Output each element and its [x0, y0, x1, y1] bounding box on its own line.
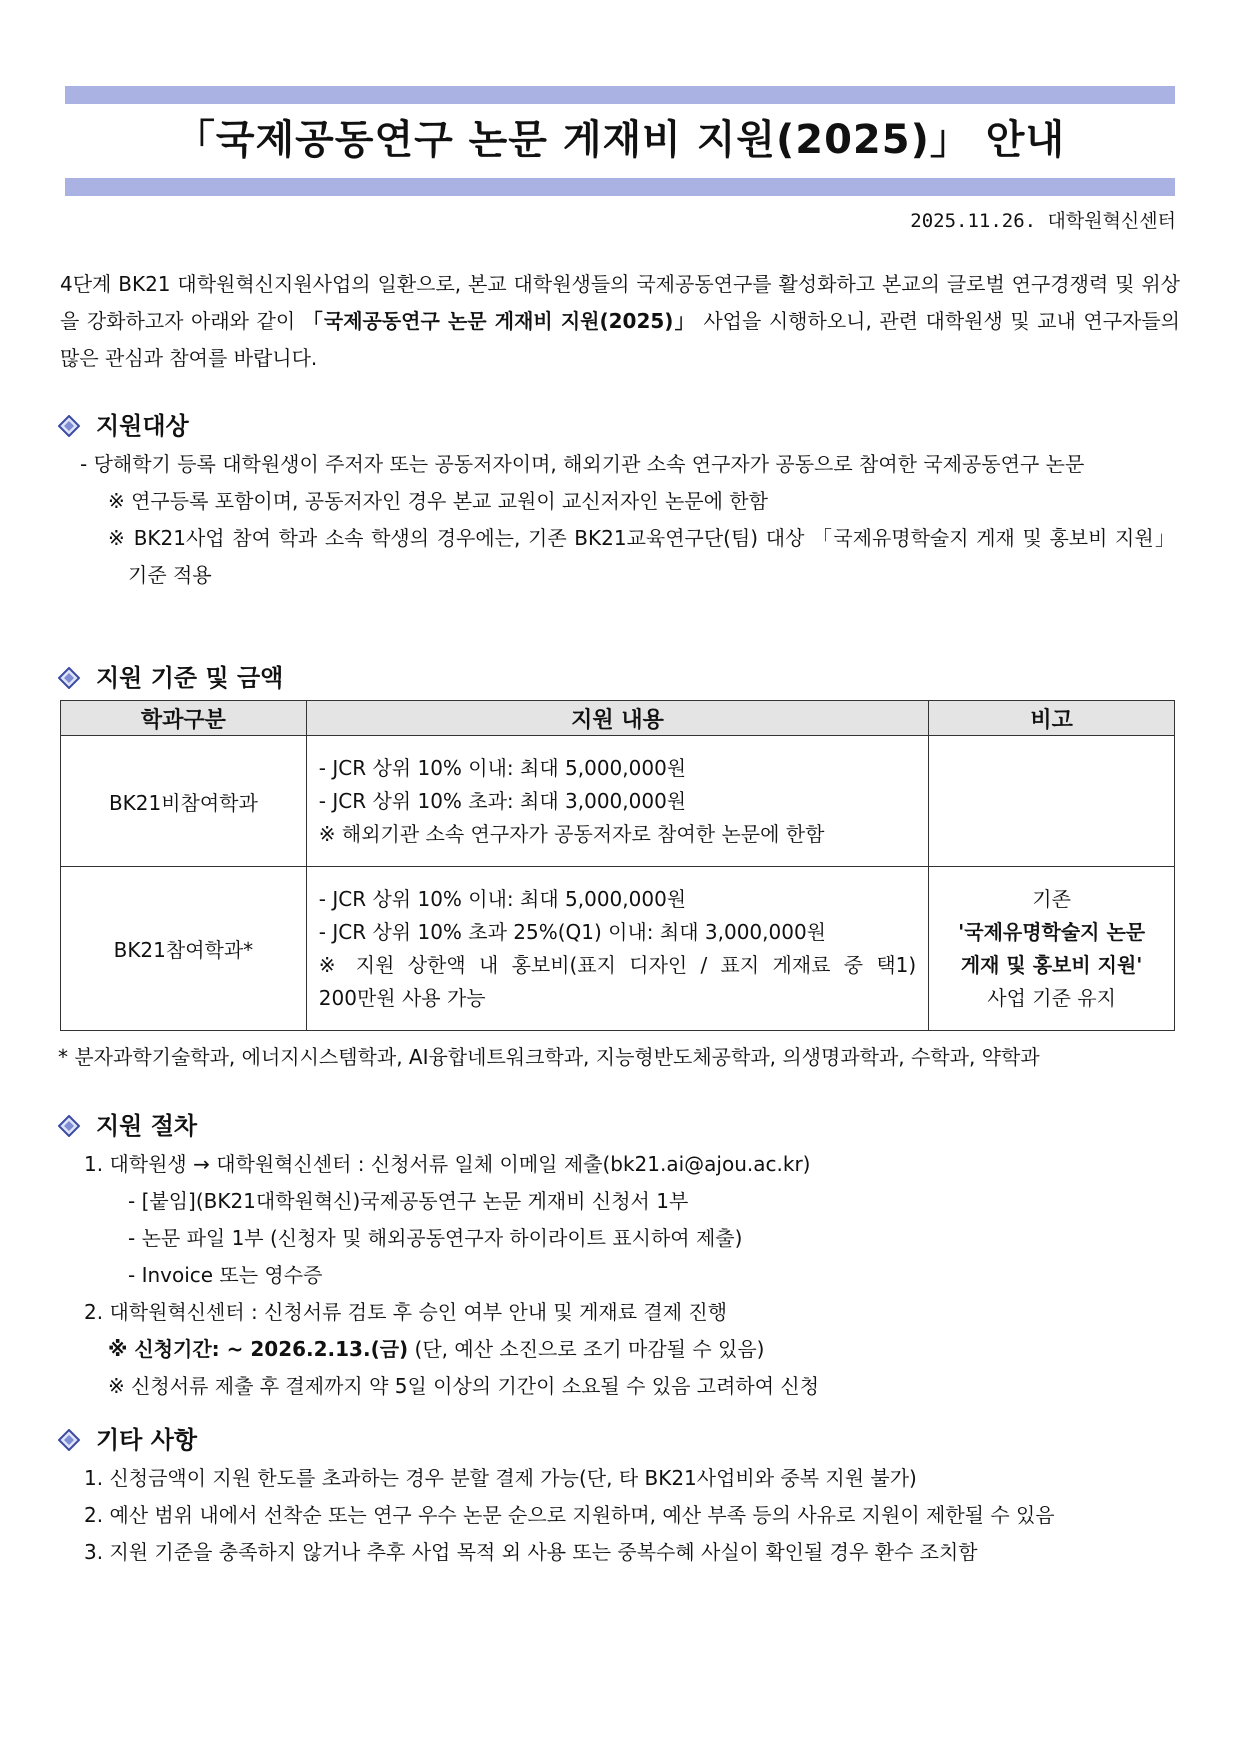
target-list — [80, 446, 1175, 594]
criteria-table — [60, 700, 1175, 1031]
section-heading-label: 지원 기준 및 금액 — [96, 664, 284, 692]
section-heading-label: 기타 사항 — [96, 1426, 198, 1454]
column-header-note: 비고 — [929, 701, 1175, 736]
procedure-deadline — [84, 1331, 1174, 1368]
deadline-label: ※ 신청기간: ~ 2026.2.13.(금) — [108, 1337, 409, 1361]
procedure-sub-item: - 논문 파일 1부 (신청자 및 해외공동연구자 하이라이트 표시하여 제출) — [128, 1226, 743, 1250]
diamond-bullet-icon — [58, 1115, 80, 1137]
column-header-content: 지원 내용 — [306, 701, 928, 736]
diamond-bullet-icon — [58, 1429, 80, 1451]
content-cell — [306, 736, 928, 867]
content-line: - JCR 상위 10% 초과 25%(Q1) 이내: 최대 3,000,000원 — [318, 919, 827, 944]
procedure-sub-item: - [붙임](BK21대학원혁신)국제공동연구 논문 게재비 신청서 1부 — [128, 1189, 689, 1213]
etc-list — [84, 1460, 1176, 1571]
dept-cell: BK21참여학과* — [61, 867, 307, 1031]
deadline-remark: (단, 예산 소진으로 조기 마감될 수 있음) — [408, 1337, 765, 1361]
diamond-bullet-icon — [58, 667, 80, 689]
etc-item-2: 2. 예산 범위 내에서 선착순 또는 연구 우수 논문 순으로 지원하며, 예산 부족 등의 사유로 지원이 제한될 수 있음 — [84, 1503, 1055, 1527]
procedure-sub-item: - Invoice 또는 영수증 — [128, 1263, 323, 1287]
target-note-1: ※ 연구등록 포함이며, 공동저자인 경우 본교 교원이 교신저자인 논문에 한함 — [108, 489, 768, 513]
title-band-top — [65, 86, 1175, 104]
diamond-bullet-icon — [58, 415, 80, 437]
target-note-2: ※ BK21사업 참여 학과 소속 학생의 경우에는, 기존 BK21교육연구단(팀) 대상 「국제유명학술지 게재 및 홍보비 지원」 기준 적용 — [108, 526, 1175, 587]
content-line: 200만원 사용 가능 — [318, 985, 486, 1010]
content-line: ※ 지원 상한액 내 홍보비(표지 디자인 / 표지 게재료 중 택1) — [318, 952, 917, 977]
section-heading-label: 지원대상 — [96, 412, 189, 440]
procedure-step-2: 2. 대학원혁신센터 : 신청서류 검토 후 승인 여부 안내 및 게재료 결제 진행 — [84, 1300, 728, 1324]
dept-cell: BK21비참여학과 — [61, 736, 307, 867]
note-cell — [929, 867, 1175, 1031]
note-line: '국제유명학술지 논문 — [958, 919, 1146, 944]
document-date: 2025.11.26. 대학원혁신센터 — [910, 210, 1176, 232]
document-title: 「국제공동연구 논문 게재비 지원(2025)」 안내 — [174, 117, 1066, 163]
content-cell — [306, 867, 928, 1031]
procedure-note: ※ 신청서류 제출 후 결제까지 약 5일 이상의 기간이 소요될 수 있음 고려하여 신청 — [108, 1374, 820, 1398]
table-row — [61, 867, 1175, 1031]
content-line: - JCR 상위 10% 이내: 최대 5,000,000원 — [318, 755, 687, 780]
procedure-step-1: 1. 대학원생 → 대학원혁신센터 : 신청서류 일체 이메일 제출(bk21.ai@ajou.ac.kr) — [84, 1152, 811, 1176]
etc-item-3: 3. 지원 기준을 충족하지 않거나 추후 사업 목적 외 사용 또는 중복수혜 사실이 확인될 경우 환수 조치함 — [84, 1540, 978, 1564]
title-band-bottom — [65, 178, 1175, 196]
section-heading-target — [58, 410, 189, 442]
procedure-list — [84, 1146, 1174, 1405]
content-line: - JCR 상위 10% 이내: 최대 5,000,000원 — [318, 886, 687, 911]
note-line: 사업 기준 유지 — [987, 985, 1116, 1010]
content-line: - JCR 상위 10% 초과: 최대 3,000,000원 — [318, 788, 687, 813]
note-cell — [929, 736, 1175, 867]
note-line: 기존 — [1032, 886, 1071, 911]
etc-item-1: 1. 신청금액이 지원 한도를 초과하는 경우 분할 결제 가능(단, 타 BK21사업비와 중복 지원 불가) — [84, 1466, 917, 1490]
intro-paragraph — [60, 266, 1180, 377]
section-heading-criteria — [58, 662, 283, 694]
intro-program-name: 「국제공동연구 논문 게재비 지원(2025)」 — [302, 309, 696, 333]
content-line: ※ 해외기관 소속 연구자가 공동저자로 참여한 논문에 한함 — [318, 821, 825, 846]
table-header-row — [61, 701, 1175, 736]
intro-text-1: 4단계 BK21 대학원혁신지원사업의 일환으로, 본교 대학원생들의 국제공동연구를 활성화하고 본교의 글로벌 연구경쟁력 및 위상을 강화하고자 아래와 같이 — [60, 272, 1180, 333]
section-heading-etc — [58, 1424, 197, 1456]
section-heading-procedure — [58, 1110, 197, 1142]
table-footnote: * 분자과학기술학과, 에너지시스템학과, AI융합네트워크학과, 지능형반도체공학과, 의생명과학과, 수학과, 약학과 — [58, 1045, 1040, 1069]
table-row — [61, 736, 1175, 867]
target-item: - 당해학기 등록 대학원생이 주저자 또는 공동저자이며, 해외기관 소속 연구자가 공동으로 참여한 국제공동연구 논문 — [80, 452, 1085, 476]
column-header-dept: 학과구분 — [61, 701, 307, 736]
section-heading-label: 지원 절차 — [96, 1112, 198, 1140]
intro-text-2: 사업을 시행하오니, 관련 대학원생 및 교내 연구자들의 많은 관심과 참여를 바랍니다. — [60, 309, 1181, 370]
note-line: 게재 및 홍보비 지원' — [960, 952, 1143, 977]
